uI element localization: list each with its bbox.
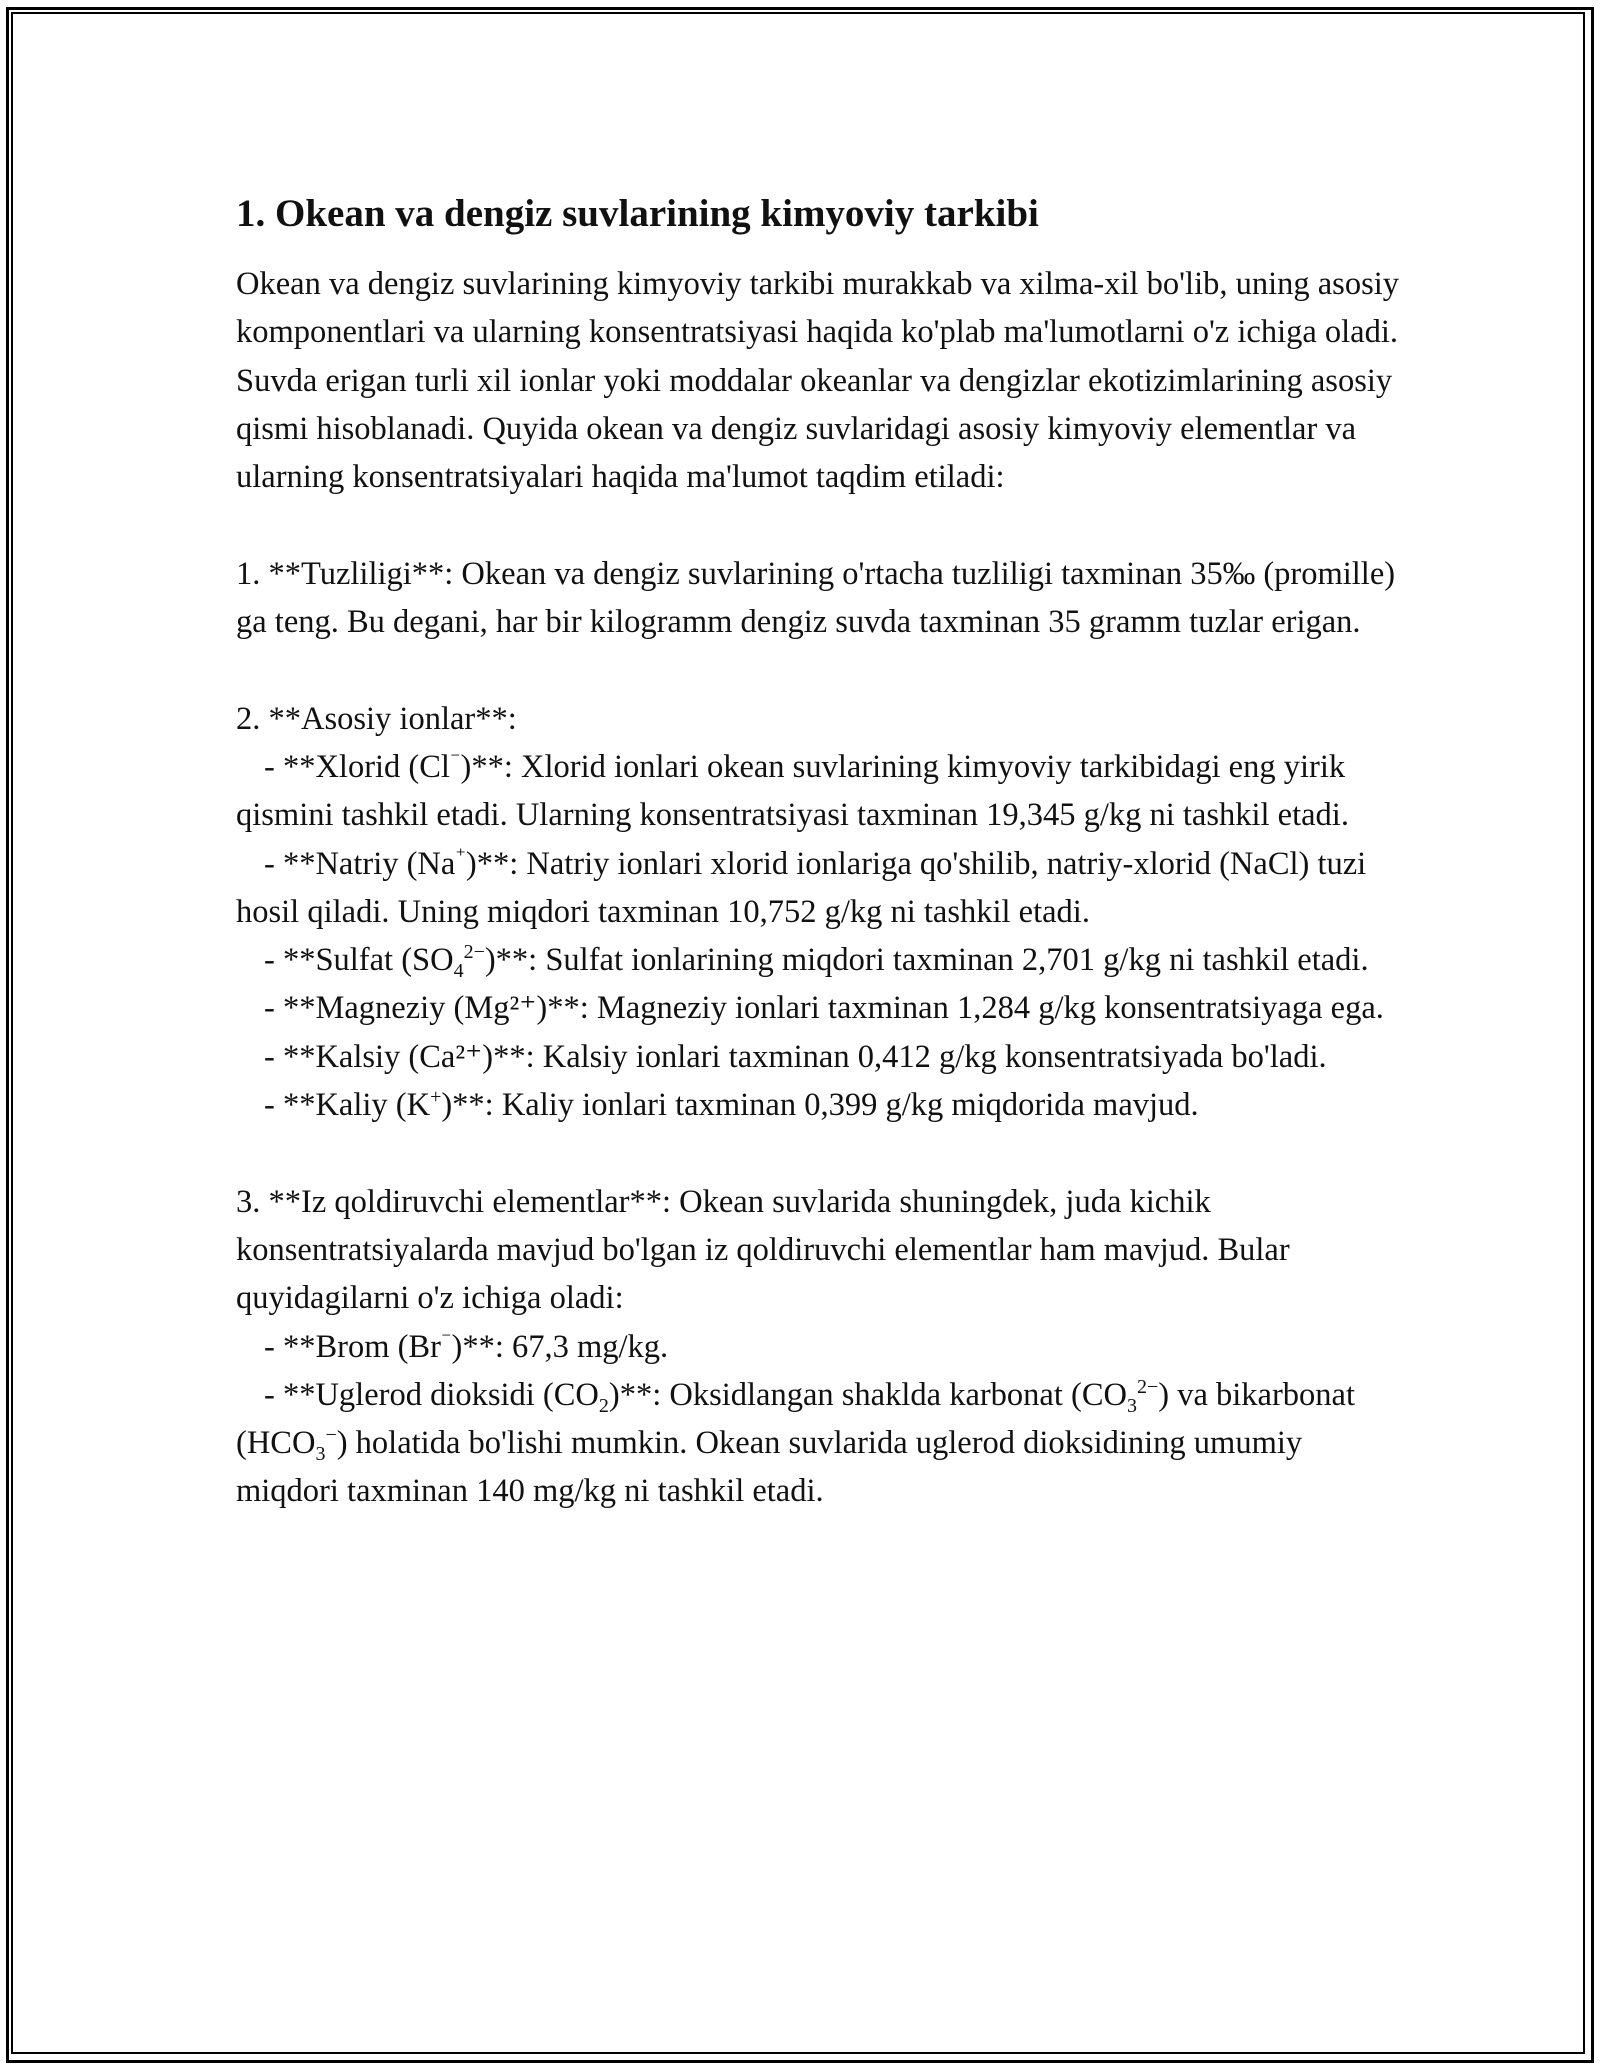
bicarbonate-charge: − [325,1424,337,1447]
section-title: 1. Okean va dengiz suvlarining kimyoviy tarkibi [236,192,1039,235]
carbonate-charge: 2− [1137,1375,1159,1398]
ion-potassium-text-b: )**: Kaliy ionlari taxminan 0,399 g/kg miqdorida mavjud. [441,1087,1199,1124]
ion-chloride-text-b: )**: Xlorid ionlari okean suvlarining kimyoviy tarkibidagi eng yirik qismini tashkil etadi. Ularning konsentratsiyasi taxminan 19,345 g/kg ni tashkil etadi. [236,748,1354,834]
ion-magnesium-text: - **Magneziy (Mg²⁺)**: Magneziy ionlari taxminan 1,284 g/kg konsentratsiyaga ega. [264,990,1384,1027]
ion-sodium-charge: ⁺ [455,844,466,867]
intro-paragraph: Okean va dengiz suvlarining kimyoviy tarkibi murakkab va xilma-xil bo'lib, uning asosiy komponentlari va ularning konsentratsiyasi haqida ko'plab ma'lumotlarni o'z ichiga oladi. Suvda erigan turli xil ionlar yoki moddalar okeanlar va dengizlar ekotizimlarining asosiy qismi hisoblanadi. Quyida okean va dengiz suvlaridagi asosiy kimyoviy elementlar va ularning konsentratsiyalari haqida ma'lumot taqdim etiladi: [236,266,1408,496]
spacer [236,1129,1406,1177]
ion-potassium-text-a: - **Kaliy (K [264,1087,431,1124]
ion-sulfate-subscript: 4 [453,960,464,983]
item-main-ions-heading: 2. **Asosiy ionlar**: [236,700,517,737]
ion-sodium-text-a: - **Natriy (Na [264,845,456,882]
ion-chloride [236,743,1406,840]
spacer [236,501,1406,549]
trace-co2-text-d: ) holatida bo'lishi mumkin. Okean suvlarida uglerod dioksidining umumiy miqdori taxminan 140 mg/kg ni tashkil etadi. [236,1425,1311,1510]
trace-bromine-text-a: - **Brom (Br [264,1328,441,1365]
trace-bromine-charge: ⁻ [440,1327,452,1350]
trace-bromine [236,1323,1406,1371]
ion-sulfate-charge: 2− [463,941,485,964]
ion-sodium [236,840,1406,937]
ion-calcium [236,1033,1406,1081]
trace-co2-text-a: - **Uglerod dioksidi (CO [264,1376,599,1413]
ion-potassium [236,1081,1406,1129]
ion-chloride-text-a: - **Xlorid (Cl [264,748,450,785]
trace-co2-subscript: 2 [598,1394,609,1417]
item-salinity: 1. **Tuzliligi**: Okean va dengiz suvlarining o'rtacha tuzliligi taxminan 35‰ (promille) ga teng. Bu degani, har bir kilogramm dengiz suvda taxminan 35 gramm tuzlar erigan. [236,555,1404,641]
document-body [236,190,1406,1516]
trace-bromine-text-b: )**: 67,3 mg/kg. [451,1328,669,1365]
ion-calcium-text: - **Kalsiy (Ca²⁺)**: Kalsiy ionlari taxminan 0,412 g/kg konsentratsiyada bo'ladi. [264,1038,1327,1075]
ion-sulfate-text-b: )**: Sulfat ionlarining miqdori taxminan 2,701 g/kg ni tashkil etadi. [484,942,1369,979]
carbonate-subscript: 3 [1127,1394,1137,1417]
spacer [236,646,1406,694]
trace-co2-text-b: )**: Oksidlangan shaklda karbonat (CO [608,1376,1127,1413]
ion-chloride-charge: ⁻ [449,747,461,770]
trace-co2-text-c: ) va bikarbonat (HCO [236,1376,1364,1462]
bicarbonate-subscript: 3 [315,1443,326,1466]
ion-potassium-charge: + [430,1086,442,1109]
ion-magnesium [236,984,1406,1032]
ion-sodium-text-b: )**: Natriy ionlari xlorid ionlariga qo'shilib, natriy-xlorid (NaCl) tuzi hosil qiladi. Uning miqdori taxminan 10,752 g/kg ni tashkil etadi. [236,845,1375,930]
ion-sulfate [236,936,1406,984]
item-trace-elements: 3. **Iz qoldiruvchi elementlar**: Okean suvlarida shuningdek, juda kichik konsentratsiyalarda mavjud bo'lgan iz qoldiruvchi elementlar ham mavjud. Bular quyidagilarni o'z ichiga oladi: [236,1183,1298,1317]
trace-co2 [236,1371,1406,1516]
ion-sulfate-text-a: - **Sulfat (SO [264,942,454,979]
